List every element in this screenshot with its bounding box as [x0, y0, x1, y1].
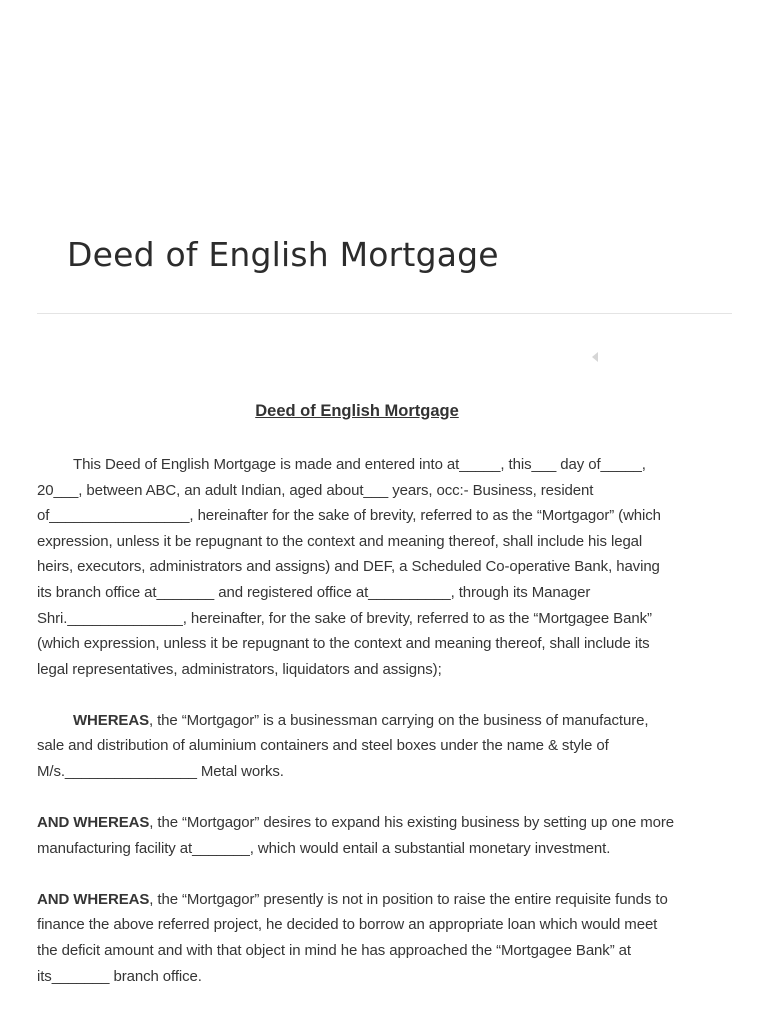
header-divider	[37, 313, 732, 314]
left-triangle-icon[interactable]	[592, 352, 598, 362]
paragraph-whereas-expansion	[37, 810, 677, 861]
paragraph-parties	[37, 452, 677, 682]
document-body	[37, 398, 677, 1015]
page-title: Deed of English Mortgage	[67, 235, 499, 274]
paragraph-whereas-business	[37, 708, 677, 785]
paragraph-whereas-loan	[37, 887, 677, 989]
paragraph-text: , the “Mortgagor” is a businessman carrying on the business of manufacture, sale and distribution of aluminium containers and steel boxes under the name & style of M/s.________________ Metal works.	[37, 711, 649, 781]
paragraph-text: , the “Mortgagor” presently is not in position to raise the entire requisite funds to finance the above referred project, he decided to borrow an appropriate loan which would meet the deficit amount and with that object in mind he has approached the “Mortgagee Bank” at its_______ branch office.	[37, 890, 668, 985]
paragraph-lead: AND WHEREAS	[37, 814, 150, 832]
paragraph-text: , the “Mortgagor” desires to expand his existing business by setting up one more manufacturing facility at_______, which would entail a substantial monetary investment.	[37, 814, 675, 857]
paragraph-text: This Deed of English Mortgage is made and entered into at_____, this___ day of_____, 20___, between ABC, an adult Indian, aged about___ years, occ:- Business, resident of_________________, hereinafter for the sake of brevity, referred to as the “Mortgagor” (which expression, unless it be repugnant to the context and meaning thereof, shall include his legal heirs, executors, administrators and assigns) and DEF, a Scheduled Co-operative Bank, having its branch office at_______ and registered office at__________, through its Manager Shri.______________, hereinafter, for the sake of brevity, referred to as the “Mortgagee Bank” (which expression, unless it be repugnant to the context and meaning thereof, shall include its legal representatives, administrators, liquidators and assigns);	[37, 456, 661, 678]
document-heading: Deed of English Mortgage	[255, 402, 459, 420]
paragraph-lead: AND WHEREAS	[37, 890, 150, 908]
paragraph-lead: WHEREAS	[73, 711, 149, 729]
